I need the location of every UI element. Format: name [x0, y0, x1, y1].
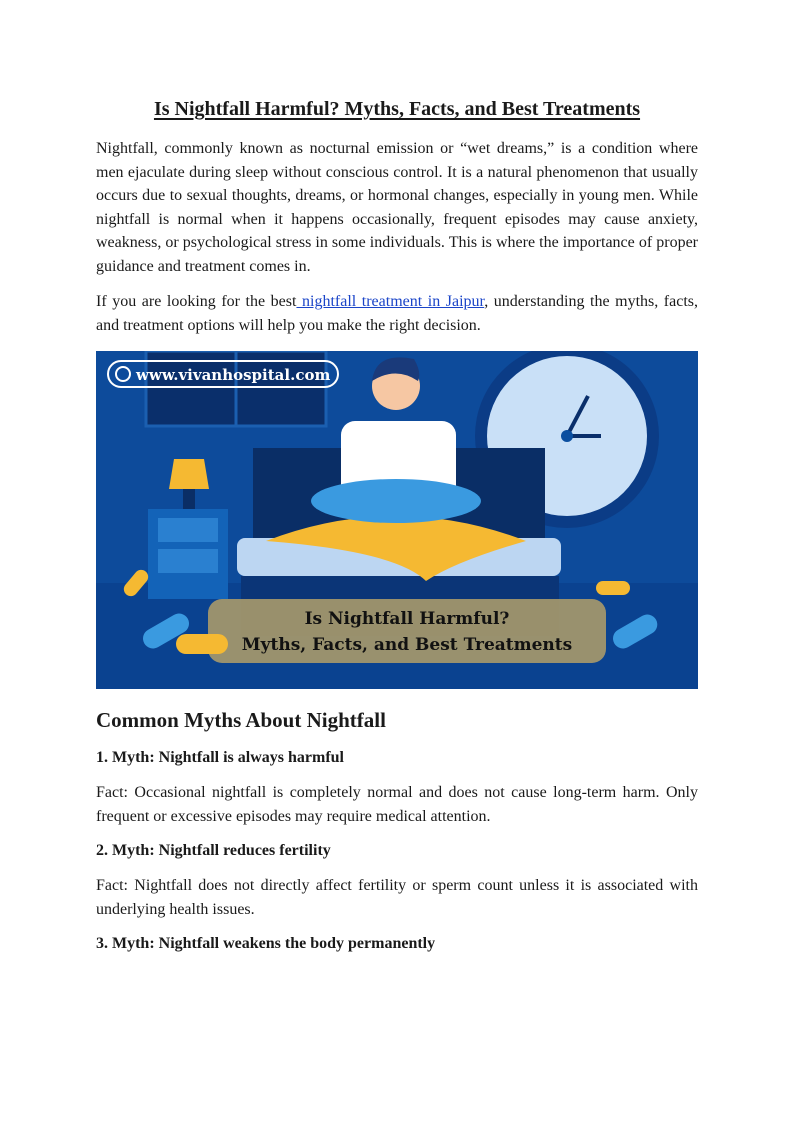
text: If you are looking for the best	[96, 293, 297, 310]
myths-section	[96, 707, 698, 955]
referral-paragraph	[96, 290, 698, 337]
intro-paragraph: Nightfall, commonly known as nocturnal emission or “wet dreams,” is a condition where men ejaculate during sleep without conscious control. It is a natural phenomenon that usually occurs due to sexual thoughts, dreams, or hormonal changes, especially in young men. While nightfall is normal when it happens occasionally, frequent episodes may cause anxiety, weakness, or psychological stress in some individuals. This is where the importance of proper guidance and treatment comes in.	[96, 140, 698, 275]
myth-2: 2. Myth: Nightfall reduces fertility	[96, 842, 331, 859]
section-heading: Common Myths About Nightfall	[96, 708, 386, 732]
page-title: Is Nightfall Harmful? Myths, Facts, and Best Treatments	[153, 98, 641, 120]
text: , understanding the myths, facts, and treatment options will help you make the right decision.	[96, 293, 699, 334]
fact-1: Fact: Occasional nightfall is completely normal and does not cause long-term harm. Only frequent or excessive episodes may require medical attention.	[96, 784, 698, 825]
hero-line2: Myths, Facts, and Best Treatments	[241, 635, 573, 655]
nightfall-treatment-link[interactable]: nightfall treatment in Jaipur	[296, 293, 485, 310]
myth-3: 3. Myth: Nightfall weakens the body permanently	[96, 935, 436, 952]
hero-image	[96, 351, 698, 689]
myth-1: 1. Myth: Nightfall is always harmful	[96, 749, 344, 766]
hero-url: www.vivanhospital.com	[136, 366, 331, 384]
document-body	[96, 96, 698, 955]
fact-2: Fact: Nightfall does not directly affect fertility or sperm count unless it is associated with underlying health issues.	[96, 877, 698, 918]
hero-line1: Is Nightfall Harmful?	[304, 609, 510, 629]
